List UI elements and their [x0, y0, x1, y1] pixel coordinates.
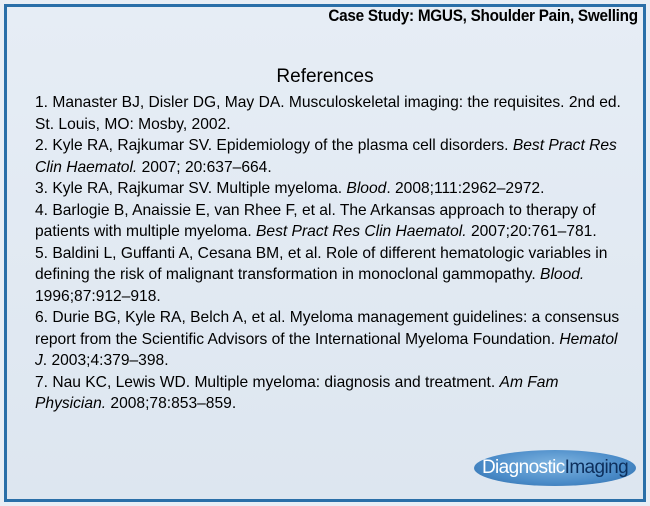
slide-title: Case Study: MGUS, Shoulder Pain, Swelling: [328, 6, 638, 25]
reference-item: 3. Kyle RA, Rajkumar SV. Multiple myeloma. Blood. 2008;111:2962–2972.: [35, 180, 545, 197]
reference-item: 1. Manaster BJ, Disler DG, May DA. Musculoskeletal imaging: the requisites. 2nd ed. St. Louis, MO: Mosby, 2002.: [35, 94, 621, 133]
reference-item: 7. Nau KC, Lewis WD. Multiple myeloma: diagnosis and treatment. Am Fam Physician. 2008;78:853–859.: [35, 373, 559, 412]
reference-item: 6. Durie BG, Kyle RA, Belch A, et al. Myeloma management guidelines: a consensus report from the Scientific Advisors of the International Myeloma Foundation. Hematol J. 2003;4:379–398.: [35, 309, 620, 369]
diagnostic-imaging-logo: [474, 448, 636, 488]
logo-text: DiagnosticImaging: [481, 457, 629, 478]
references-list: [35, 92, 625, 415]
reference-item: 4. Barlogie B, Anaissie E, van Rhee F, et al. The Arkansas approach to therapy of patients with multiple myeloma. Best Pract Res Clin Haematol. 2007;20:761–781.: [35, 201, 597, 240]
references-heading: References: [276, 66, 374, 87]
reference-item: 5. Baldini L, Guffanti A, Cesana BM, et al. Role of different hematologic variables in defining the risk of malignant transformation in monoclonal gammopathy. Blood. 1996;87:912–918.: [35, 244, 608, 305]
reference-item: 2. Kyle RA, Rajkumar SV. Epidemiology of the plasma cell disorders. Best Pract Res Clin Haematol. 2007; 20:637–664.: [35, 137, 617, 176]
